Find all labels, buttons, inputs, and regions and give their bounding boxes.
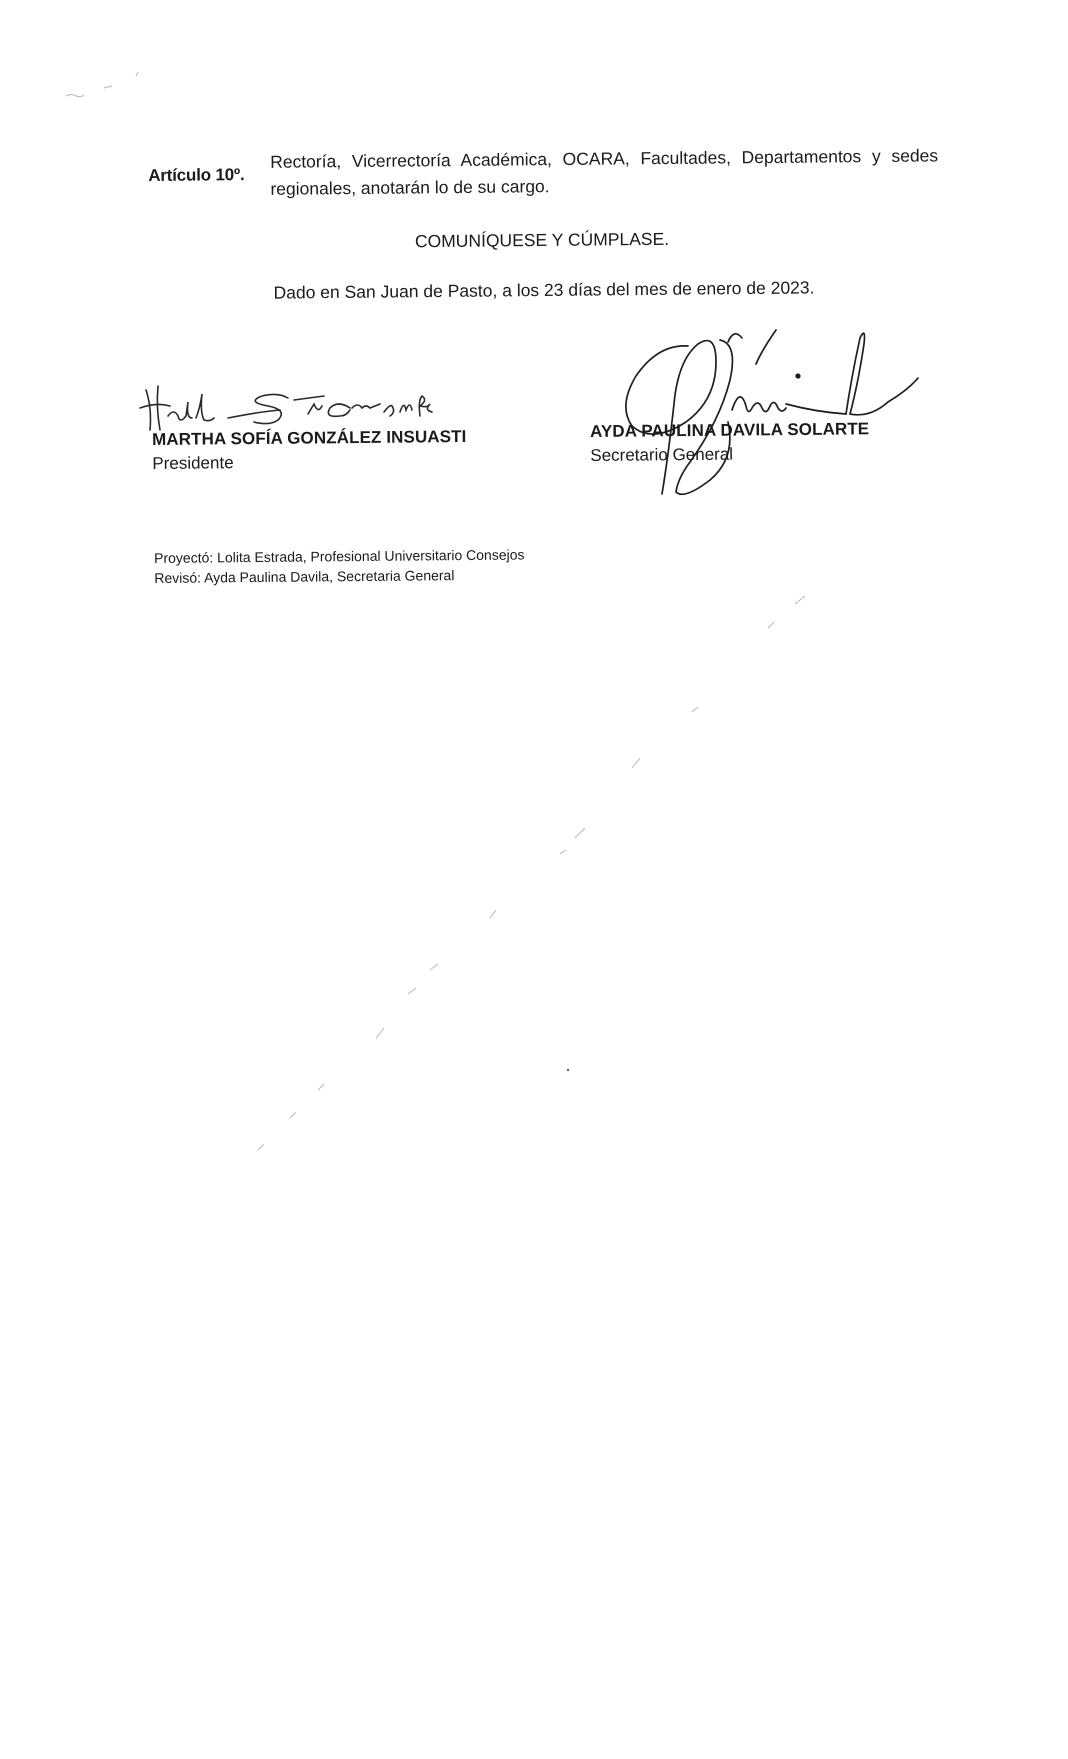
president-name: MARTHA SOFÍA GONZÁLEZ INSUASTI: [152, 426, 467, 449]
reviewed-by-line: Revisó: Ayda Paulina Davila, Secretaria General: [154, 567, 455, 586]
given-date-line: Dado en San Juan de Pasto, a los 23 días del mes de enero de 2023.: [273, 277, 815, 303]
signature-block-president: [152, 427, 467, 474]
signature-block-secretary: [590, 419, 870, 466]
drafted-by-line: Proyectó: Lolita Estrada, Profesional Universitario Consejos: [154, 546, 525, 566]
secretary-role: Secretario General: [590, 444, 734, 465]
article-text: Rectoría, Vicerrectoría Académica, OCARA, Facultades, Departamentos y sedes regionales, anotarán lo de su cargo.: [270, 145, 939, 199]
document-credits: [154, 544, 525, 588]
right-handwritten-signature: [610, 322, 920, 502]
president-role: Presidente: [152, 453, 234, 473]
article-number: Artículo 10º.: [148, 165, 245, 185]
communique-line: COMUNÍQUESE Y CÚMPLASE.: [414, 228, 670, 252]
secretary-name: AYDA PAULINA DAVILA SOLARTE: [590, 419, 870, 441]
